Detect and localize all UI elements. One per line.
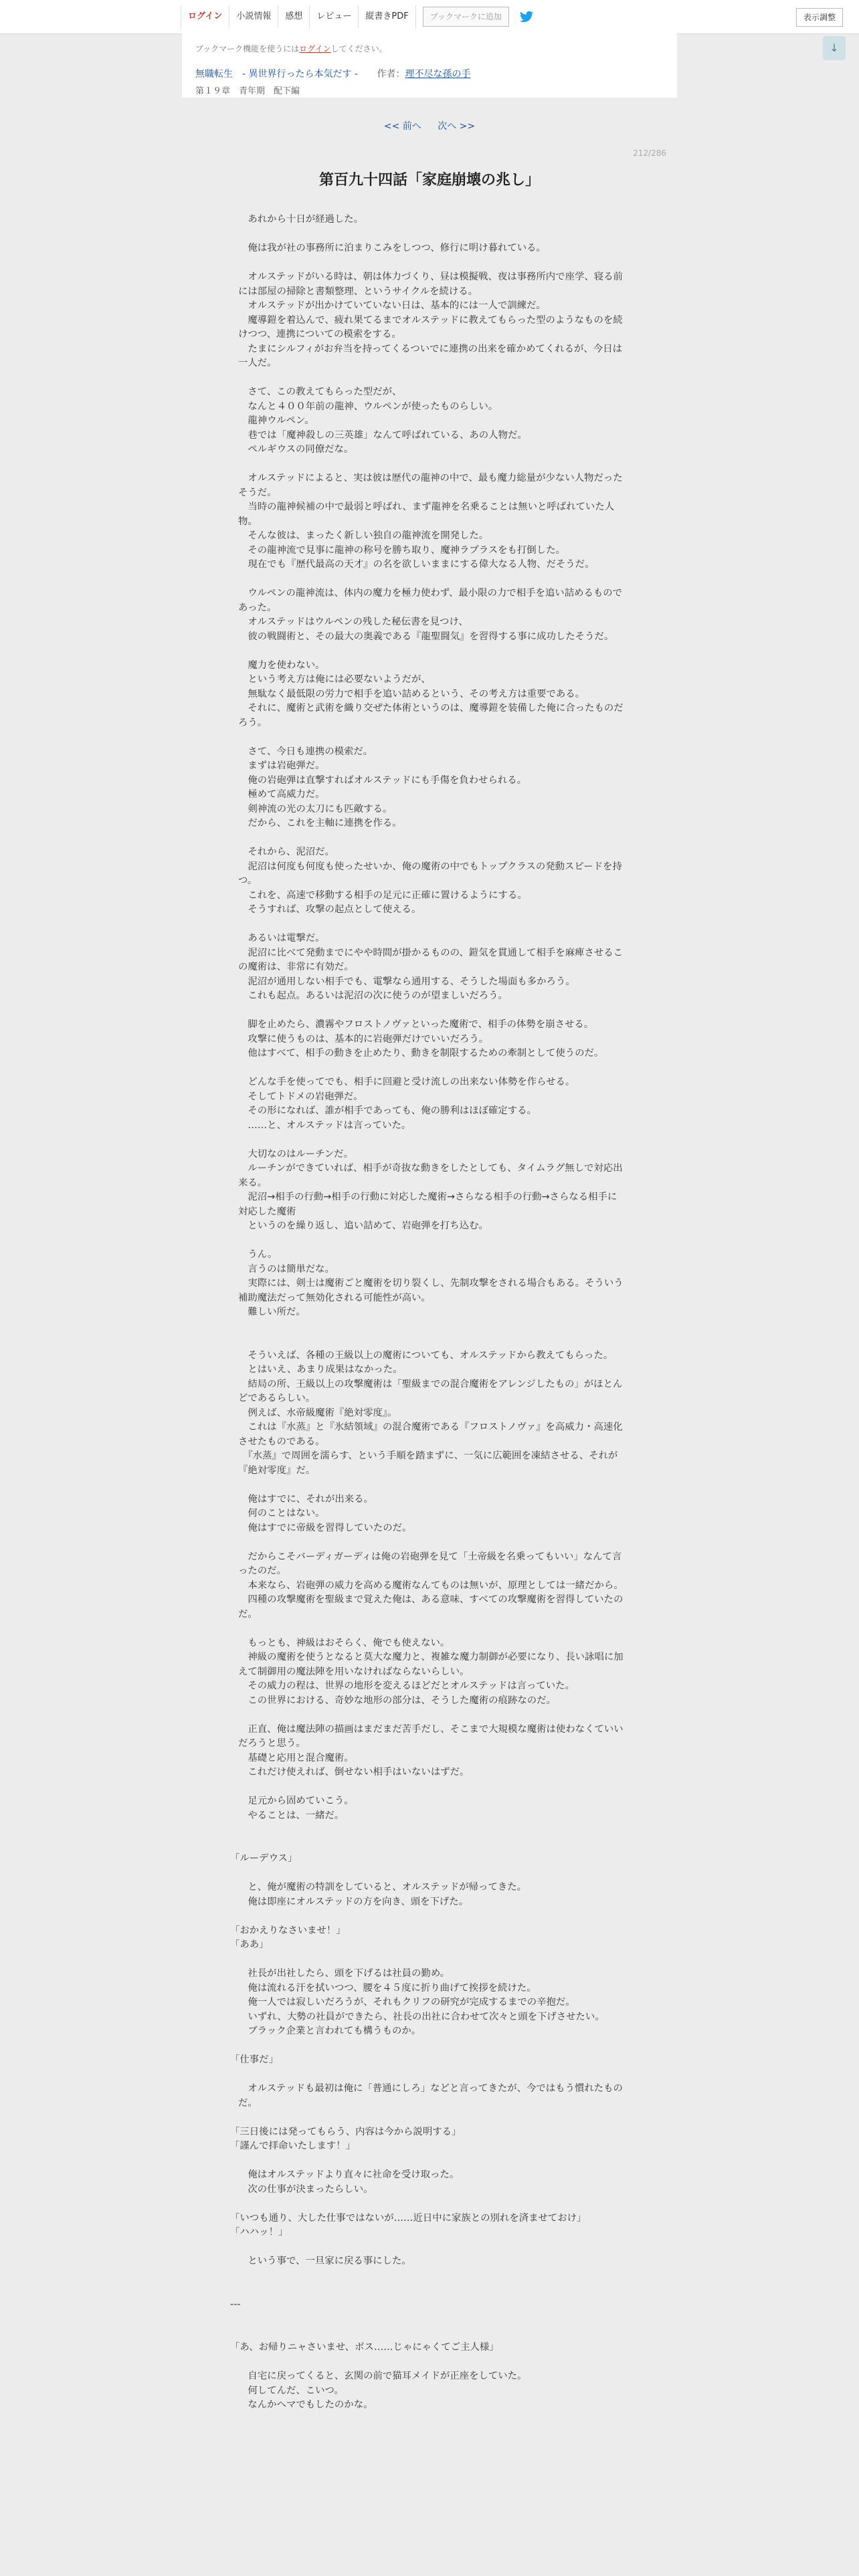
body-paragraph: 彼の戦闘術と、その最大の奥義である『龍聖闘気』を習得する事に成功したそうだ。 xyxy=(238,631,614,642)
body-paragraph: ルーチンができていれば、相手が奇抜な動きをしたとしても、タイムラグ無しで対応出来る。 xyxy=(238,1163,623,1188)
body-paragraph: ウルペンの龍神流は、体内の魔力を極力使わず、最小限の力で相手を追い詰めるものであった。 xyxy=(238,588,623,613)
body-paragraph: 本来なら、岩砲弾の威力を高める魔術なんてものは無いが、原理としては一緒だから。 xyxy=(238,1580,624,1591)
nav-menu xyxy=(181,5,535,28)
body-paragraph: 泥沼が通用しない相手でも、電撃なら通用する、そうした場面も多かろう。 xyxy=(238,976,575,987)
body-paragraph: 攻撃に使うものは、基本的に岩砲弾だけでいいだろう。 xyxy=(238,1033,489,1045)
body-paragraph: 「いつも通り、大した仕事ではないが……近日中に家族との別れを済ませておけ」 xyxy=(230,2212,587,2224)
body-paragraph xyxy=(238,572,626,587)
body-paragraph: 言うのは簡単だな。 xyxy=(238,1263,335,1275)
body-paragraph: 巷では「魔神殺しの三英雄」なんて呼ばれている、あの人物だ。 xyxy=(238,429,527,441)
body-paragraph: 俺は流れる汗を拭いつつ、腰を４５度に折り曲げて挨拶を続けた。 xyxy=(238,1982,537,1994)
body-paragraph: 足元から固めていこう。 xyxy=(238,1796,354,1806)
display-setting-button[interactable]: 表示調整 xyxy=(796,8,843,27)
body-paragraph: そしてトドメの岩砲弾だ。 xyxy=(238,1091,363,1102)
body-paragraph xyxy=(238,2269,626,2284)
bookmark-add-button[interactable]: ブックマークに追加 xyxy=(423,7,509,27)
nav-vertical-pdf[interactable]: 縦書きPDF xyxy=(358,5,415,28)
top-navbar xyxy=(0,0,859,34)
body-paragraph xyxy=(238,1953,626,1967)
body-paragraph: それに、魔術と武術を織り交ぜた体術というのは、魔導鎧を装備した俺に合ったものだろう。 xyxy=(238,703,624,728)
body-paragraph: さて、今日も連携の模索だ。 xyxy=(238,746,373,757)
body-paragraph: 大切なのはルーチンだ。 xyxy=(238,1148,353,1160)
body-paragraph: オルステッドも最初は俺に「普通にしろ」などと言ってきたが、今ではもう慣れたものだ。 xyxy=(238,2083,623,2109)
body-paragraph: 社長が出社したら、頭を下げるは社員の勤め。 xyxy=(238,1968,450,1979)
body-paragraph: そんな彼は、まったく新しい独自の龍神流を開発した。 xyxy=(238,530,489,541)
body-paragraph: だから、これを主軸に連携を作る。 xyxy=(238,818,402,829)
body-paragraph: これだけ使えれば、倒せない相手はいないはずだ。 xyxy=(238,1767,470,1778)
chapter-title: 第百九十四話「家庭崩壊の兆し」 xyxy=(318,172,540,189)
scroll-down-button[interactable] xyxy=(823,36,846,60)
body-paragraph xyxy=(238,1061,626,1076)
body-paragraph xyxy=(238,1909,626,1924)
body-paragraph xyxy=(238,1622,626,1636)
body-paragraph xyxy=(238,1133,626,1148)
body-paragraph: 俺一人では寂しいだろうが、それもクリフの研究が完成するまでの辛抱だ。 xyxy=(238,1997,575,2008)
body-paragraph: 「ああ」 xyxy=(230,1939,269,1950)
body-paragraph xyxy=(238,1234,626,1249)
pager xyxy=(0,119,859,132)
body-paragraph: 剣神流の光の太刀にも匹敵する。 xyxy=(238,803,393,815)
body-paragraph: 自宅に戻ってくると、玄関の前で猫耳メイドが正座をしていた。 xyxy=(238,2371,527,2381)
body-paragraph xyxy=(238,371,626,386)
body-paragraph xyxy=(238,2240,626,2255)
body-paragraph xyxy=(238,730,626,745)
body-paragraph: 俺の岩砲弾は直撃すればオルステッドにも手傷を負わせられる。 xyxy=(238,774,527,786)
next-link[interactable]: 次へ >> xyxy=(438,121,476,132)
body-paragraph xyxy=(238,2111,626,2125)
author-link[interactable]: 理不尽な孫の手 xyxy=(405,69,471,80)
body-paragraph: 正直、俺は魔法陣の描画はまだまだ苦手だし、そこまで大規模な魔術は使わなくていいだろうと思う。 xyxy=(238,1723,624,1749)
body-paragraph: 無駄なく最低限の労力で相手を追い詰めるという、その考え方は重要である。 xyxy=(238,688,585,700)
body-paragraph: さて、この教えてもらった型だが、 xyxy=(238,387,402,397)
body-paragraph: 俺はすでに帝級を習得していたのだ。 xyxy=(238,1522,412,1533)
body-paragraph: 魔導鎧を着込んで、疲れ果てるまでオルステッドに教えてもらった型のようなものを続けつつ、連携についての模索をする。 xyxy=(238,314,623,340)
body-paragraph: これを、高速で移動する相手の足元に正確に置けるようにする。 xyxy=(238,889,527,901)
prev-link[interactable]: << 前へ xyxy=(383,121,421,132)
body-paragraph: 俺は我が社の事務所に泊まりこみをしつつ、修行に明け暮れている。 xyxy=(238,243,546,253)
body-paragraph xyxy=(238,1780,626,1795)
body-paragraph: ……と、オルステッドは言っていた。 xyxy=(238,1119,411,1131)
body-paragraph xyxy=(238,1823,626,1838)
body-paragraph xyxy=(238,1866,626,1881)
body-paragraph: あれから十日が経過した。 xyxy=(238,214,364,225)
body-paragraph xyxy=(238,1334,626,1349)
body-paragraph: 四種の攻撃魔術を聖級まで覚えた俺は、ある意味、すべての攻撃魔術を習得していたのだ。 xyxy=(238,1594,624,1620)
body-paragraph xyxy=(238,227,626,242)
body-paragraph: 他はすべて、相手の動きを止めたり、動きを制限するための牽制として使うのだ。 xyxy=(238,1048,604,1059)
body-paragraph xyxy=(238,918,626,932)
body-paragraph: あるいは電撃だ。 xyxy=(238,933,325,944)
series-title-link[interactable]: 無職転生 - 異世界行ったら本気だす - xyxy=(195,69,359,80)
body-paragraph: 「謹んで拝命いたします！」 xyxy=(230,2141,356,2151)
body-paragraph xyxy=(238,2312,626,2327)
nav-review[interactable]: レビュー xyxy=(309,5,358,28)
body-paragraph: というのを繰り返し、追い詰めて、岩砲弾を打ち込む。 xyxy=(238,1220,488,1231)
body-paragraph: まずは岩砲弾だ。 xyxy=(238,760,325,771)
body-paragraph: 俺はすでに、それが出来る。 xyxy=(238,1493,373,1505)
body-paragraph: そういえば、各種の王級以上の魔術についても、オルステッドから教えてもらった。 xyxy=(238,1350,613,1361)
body-paragraph xyxy=(238,2068,626,2082)
body-paragraph: それから、泥沼だ。 xyxy=(238,847,335,857)
body-paragraph: 極めて高威力だ。 xyxy=(238,789,325,800)
body-paragraph: と、俺が魔術の特訓をしていると、オルステッドが帰ってきた。 xyxy=(238,1882,527,1893)
novel-info-box xyxy=(182,33,677,98)
body-paragraph: 現在でも『歴代最高の天才』の名を欲しいままにする偉大なる人物、だそうだ。 xyxy=(238,559,595,570)
body-paragraph: もっとも、神級はおそらく、俺でも使えない。 xyxy=(238,1637,450,1648)
body-paragraph: やることは、一緒だ。 xyxy=(238,1810,345,1821)
body-paragraph: という事で、一旦家に戻る事にした。 xyxy=(238,2256,411,2266)
chapter-info: 第１９章 青年期 配下編 xyxy=(195,86,300,96)
body-paragraph: --- xyxy=(230,2298,241,2310)
body-paragraph: 「ルーデウス」 xyxy=(230,1853,298,1864)
body-paragraph: オルステッドがいる時は、朝は体力づくり、昼は模擬戦、夜は事務所内で座学、寝る前には部屋の掃除と書類整理、というサイクルを続ける。 xyxy=(238,272,623,297)
body-paragraph xyxy=(238,256,626,271)
body-paragraph: 泥沼は何度も何度も使ったせいか、俺の魔術の中でもトップクラスの発動スピードを持つ。 xyxy=(238,861,622,886)
body-paragraph xyxy=(238,2197,626,2212)
body-paragraph: 俺はオルステッドより直々に社命を受け取った。 xyxy=(238,2169,460,2180)
body-paragraph xyxy=(238,2039,626,2054)
body-paragraph: とはいえ、あまり成果はなかった。 xyxy=(238,1364,403,1375)
nav-login[interactable]: ログイン xyxy=(181,5,229,28)
login-notice: ブックマーク機能を使うにはログインしてください。 xyxy=(195,44,387,53)
body-paragraph xyxy=(238,1004,626,1018)
body-paragraph: 何してんだ、こいつ。 xyxy=(238,2385,344,2396)
author-label: 作者： xyxy=(377,69,405,80)
body-paragraph: オルステッドはウルペンの残した秘伝書を見つけ、 xyxy=(238,617,468,627)
nav-novel-info[interactable]: 小説情報 xyxy=(229,5,278,28)
body-paragraph: 実際には、剣士は魔術ごと魔術を切り裂くし、先制攻撃をされる場合もある。そういう補助魔法だって無効化される可能性が高い。 xyxy=(238,1278,624,1303)
login-link[interactable]: ログイン xyxy=(299,44,331,53)
page-count: 212/286 xyxy=(633,148,666,158)
body-paragraph xyxy=(238,2283,626,2298)
body-paragraph: 当時の龍神候補の中で最弱と呼ばれ、まず龍神を名乗ることは無いと呼ばれていた人物。 xyxy=(238,502,615,527)
body-paragraph xyxy=(238,1320,626,1335)
body-paragraph: 脚を止めたら、濃霧やフロストノヴァといった魔術で、相手の体勢を崩させる。 xyxy=(238,1019,594,1030)
body-paragraph: 『水蒸』で周囲を濡らす、という手順を踏まずに、一気に広範囲を凍結させる、それが『絶対零度』だ。 xyxy=(238,1451,618,1476)
body-paragraph: その威力の程は、世界の地形を変えるほどだとオルステッドは言っていた。 xyxy=(238,1681,575,1691)
series-line xyxy=(195,67,470,80)
body-paragraph: オルステッドが出かけていていない日は、基本的には一人で訓練だ。 xyxy=(238,300,546,311)
body-paragraph: うん。 xyxy=(238,1249,278,1260)
body-paragraph: これも起点。あるいは泥沼の次に使うのが望ましいだろう。 xyxy=(238,990,508,1001)
body-paragraph: 基礎と応用と混合魔術。 xyxy=(238,1752,354,1763)
body-paragraph: という考え方は俺には必要ないようだが、 xyxy=(238,674,431,685)
body-paragraph xyxy=(238,1535,626,1550)
arrow-down-icon: ↓ xyxy=(830,41,839,54)
body-paragraph: いずれ、大勢の社員ができたら、社長の出社に合わせて次々と頭を下げさせたい。 xyxy=(238,2011,605,2022)
body-paragraph: これは『水蒸』と『氷結領域』の混合魔術である『フロストノヴァ』を高威力・高速化させたものである。 xyxy=(238,1422,623,1447)
body-paragraph: 俺は即座にオルステッドの方を向き、頭を下げた。 xyxy=(238,1896,469,1907)
body-paragraph: 神級の魔術を使うとなると莫大な魔力と、複雑な魔力制御が必要になり、長い詠唱に加えて制御用の魔法陣を用いなければならないらしい。 xyxy=(238,1652,624,1677)
body-paragraph: 次の仕事が決まったらしい。 xyxy=(238,2183,373,2195)
body-paragraph xyxy=(238,831,626,846)
body-paragraph xyxy=(238,2355,626,2370)
body-paragraph: どんな手を使ってでも、相手に回避と受け流しの出来ない体勢を作らせる。 xyxy=(238,1077,575,1087)
twitter-bird-icon[interactable] xyxy=(518,9,535,25)
body-paragraph xyxy=(238,2154,626,2169)
body-paragraph: 龍神ウルペン。 xyxy=(238,415,314,426)
body-paragraph: 例えば、水帝級魔術『絶対零度』。 xyxy=(238,1407,397,1418)
body-paragraph: ペルギウスの同僚だな。 xyxy=(238,444,354,455)
body-paragraph: その龍神流で見事に龍神の称号を勝ち取り、魔神ラプラスをも打倒した。 xyxy=(238,544,565,556)
body-paragraph: 「三日後には発ってもらう、内容は今から説明する」 xyxy=(230,2126,462,2137)
body-paragraph: 魔力を使わない。 xyxy=(238,659,325,671)
body-paragraph: 「仕事だ」 xyxy=(230,2054,278,2065)
body-paragraph: 「あ、お帰りニャさいませ、ボス……じゃにゃくてご主人様」 xyxy=(230,2342,499,2353)
body-paragraph: 難しい所だ。 xyxy=(238,1307,306,1317)
body-paragraph: そうすれば、攻撃の起点として使える。 xyxy=(238,904,421,915)
body-paragraph xyxy=(238,644,626,659)
body-paragraph: 泥沼→相手の行動→相手の行動に対応した魔術→さらなる相手の行動→さらなる相手に対応した魔術 xyxy=(238,1192,617,1217)
body-paragraph: 結局の所、王級以上の攻撃魔術は「聖級までの混合魔術をアレンジしたもの」がほとんどであるらしい。 xyxy=(238,1378,623,1404)
nav-impression[interactable]: 感想 xyxy=(278,5,309,28)
body-paragraph xyxy=(238,1708,626,1723)
body-paragraph: オルステッドによると、実は彼は歴代の龍神の中で、最も魔力総量が少ない人物だったそうだ。 xyxy=(238,473,623,498)
body-paragraph: 「ハハッ！」 xyxy=(230,2227,288,2238)
body-paragraph xyxy=(238,1838,626,1852)
body-paragraph xyxy=(238,457,626,472)
body-paragraph: ブラック企業と言われても構うものか。 xyxy=(238,2026,421,2036)
body-paragraph: だからこそバーディガーディは俺の岩砲弾を見て「土帝級を名乗ってもいい」なんて言ったのだ。 xyxy=(238,1551,622,1576)
body-paragraph: なんと４００年前の龍神、ウルペンが使ったものらしい。 xyxy=(238,401,498,412)
body-paragraph: たまにシルフィがお弁当を持ってくるついでに連携の出来を確かめてくれるが、今日は一人だ。 xyxy=(238,343,622,368)
body-paragraph: 「おかえりなさいませ！」 xyxy=(230,1925,346,1936)
body-paragraph xyxy=(238,2327,626,2341)
body-paragraph: 泥沼に比べて発動までにやや時間が掛かるものの、鎧気を貫通して相手を麻痺させるこの魔術は、非常に有効だ。 xyxy=(238,947,624,972)
body-paragraph: 何のことはない。 xyxy=(238,1508,325,1519)
body-paragraph xyxy=(238,1478,626,1493)
body-paragraph: その形になれば、誰が相手であっても、俺の勝利はほぼ確定する。 xyxy=(238,1105,537,1116)
body-paragraph: なんかヘマでもしたのかな。 xyxy=(238,2399,373,2410)
body-paragraph: この世界における、奇妙な地形の部分は、そうした魔術の痕跡なのだ。 xyxy=(238,1695,556,1706)
chapter-body xyxy=(230,213,626,2413)
